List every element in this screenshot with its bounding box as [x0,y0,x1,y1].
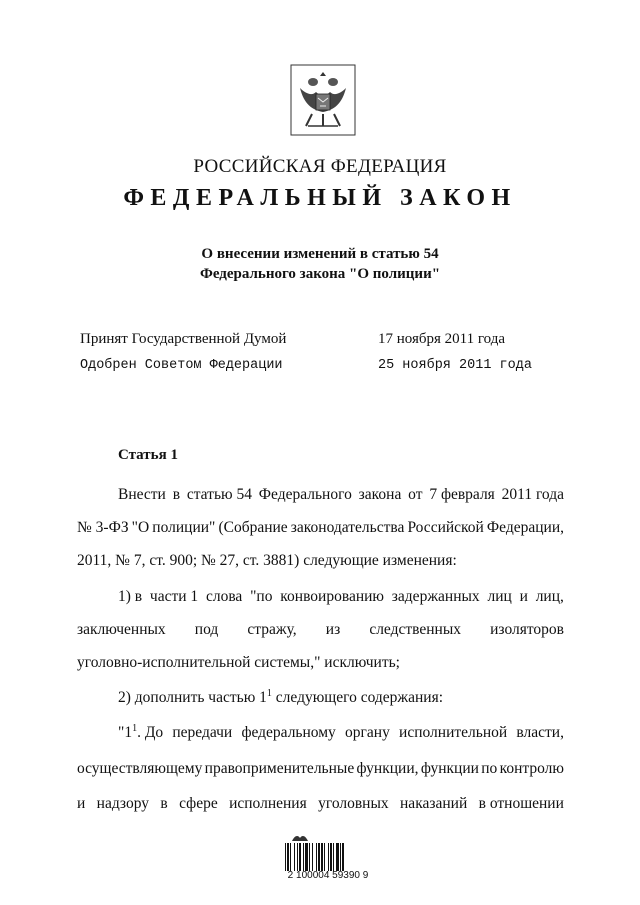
word: от [408,486,423,503]
paragraph-2-line-1 [118,588,564,606]
word: слова [205,588,243,605]
paragraph-4-line-3 [77,795,564,813]
word: 7 февраля [429,486,495,503]
paragraph-2-line-2 [77,621,564,639]
word: исполнения [229,795,307,812]
document-type: ФЕДЕРАЛЬНЫЙ ЗАКОН [123,185,517,211]
word: полиции" [152,519,216,536]
word: органу [345,724,390,741]
word: Федерального [258,486,352,503]
word: по [481,760,498,777]
paragraph-1-line-3: 2011, № 7, ст. 900; № 27, ст. 3881) следующие изменения: [77,552,457,569]
word: в [160,795,168,812]
word: сфере [179,795,218,812]
superscript: 1 [266,687,272,699]
word: и [77,795,86,812]
word: надзору [96,795,149,812]
word: закона [358,486,402,503]
word: части 1 [149,588,199,605]
duma-adoption-label: Принят Государственной Думой [80,331,287,347]
word: (Собрание [218,519,288,536]
title-line-1: О внесении изменений в статью 54 [201,246,439,262]
word: функции, [356,760,419,777]
word: власти, [516,724,564,741]
paragraph-4-line-2 [77,760,564,778]
word: конвоированию [280,588,384,605]
word: Внести [118,486,166,503]
word: в [172,486,181,503]
country-name: РОССИЙСКАЯ ФЕДЕРАЦИЯ [193,156,447,177]
word: под [194,621,219,638]
word: "О [131,519,150,536]
word: 2011 года [501,486,564,503]
word: лиц, [535,588,564,605]
word: осуществляющему [77,760,203,777]
barcode-number: 2 100004 59390 9 [287,870,369,881]
word: наказаний [400,795,468,812]
paragraph-1-line-2 [77,519,564,537]
paragraph-3-line-1 [118,689,443,707]
word: стражу, [247,621,297,638]
word: заключенных [77,621,166,638]
word: уголовных [318,795,389,812]
word: № 3-ФЗ [77,519,129,536]
article-heading: Статья 1 [118,447,178,463]
text-segment: 2) дополнить частью 1 [118,689,267,706]
word: 1) в [118,588,143,605]
word: передачи [172,724,233,741]
text-segment: "1 [118,724,133,741]
word: Федерации, [486,519,564,536]
word: следственных [369,621,462,638]
superscript: 1 [132,722,138,734]
word: контролю [499,760,564,777]
text-segment: следующего содержания: [271,689,444,706]
title-line-2: Федерального закона "О полиции" [199,266,441,282]
paragraph-2-line-3: уголовно-исполнительной системы," исключить; [77,654,400,671]
small-emblem-icon [290,830,310,840]
duma-adoption-date: 17 ноября 2011 года [378,331,506,347]
word: изоляторов [490,621,564,638]
coat-of-arms-icon [290,64,356,136]
word: Российской [407,519,484,536]
barcode-icon [285,843,363,871]
word: в отношении [478,795,564,812]
council-approval-date: 25 ноября 2011 года [378,358,532,373]
document-title [0,244,640,284]
paragraph-1-line-1 [118,486,564,504]
word: федеральному [241,724,336,741]
word: из [325,621,341,638]
word: лиц [487,588,512,605]
word: статью 54 [186,486,252,503]
word: "по [250,588,273,605]
word: функции [420,760,479,777]
paragraph-4-line-1 [118,724,564,742]
quote-start [118,724,163,742]
word: законодательства [290,519,405,536]
word: . До [137,724,164,741]
word: правоприменительные [204,760,355,777]
word: исполнительной [399,724,508,741]
word: задержанных [391,588,480,605]
council-approval-label: Одобрен Советом Федерации [80,358,283,373]
word: и [519,588,528,605]
